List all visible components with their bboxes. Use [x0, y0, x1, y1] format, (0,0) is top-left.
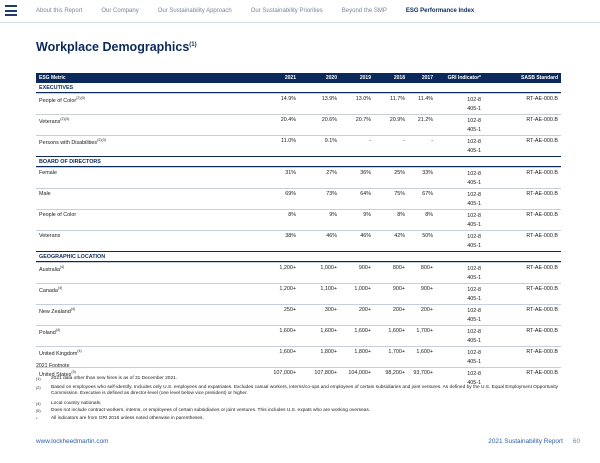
sasb-standard: RT-AE-000.B — [526, 328, 558, 334]
footnote-marker: (5) — [36, 409, 41, 413]
footnote-text: 2021 data other than new hires is as of 31 December 2021. — [51, 376, 178, 381]
metric-name: Poland$^{(4)}$ — [39, 328, 61, 336]
value-cell: - — [431, 138, 433, 144]
gri-code: 405-1 — [467, 243, 481, 249]
sasb-standard: RT-AE-000.B — [526, 170, 558, 176]
metric-name: Persons with Disabilities$^{(2)(3)}$ — [39, 138, 106, 146]
value-cell: 800+ — [392, 265, 405, 271]
gri-code: 405-1 — [467, 127, 481, 133]
footnote-mark: (2)(3) — [76, 96, 85, 100]
gri-indicator — [433, 138, 485, 156]
sasb-standard: RT-AE-000.B — [526, 307, 558, 313]
footnote-text: Does not include contract workers, interns, or employees of certain subsidiaries or joint ventures. This includes U.S. expats who are working overseas. — [51, 408, 371, 413]
footnote-mark: (2)(3) — [97, 138, 106, 142]
value-cell: 900+ — [420, 286, 433, 292]
value-cell: 1,600+ — [416, 349, 433, 355]
gri-code: 102-8 — [467, 308, 481, 314]
table-row — [36, 135, 561, 156]
value-cell: 20.7% — [355, 117, 371, 123]
gri-code: 102-8 — [467, 350, 481, 356]
value-cell: 11.4% — [418, 96, 433, 102]
column-header: 2021 — [284, 74, 296, 81]
value-cell: 1,600+ — [388, 328, 405, 334]
value-cell: 46% — [360, 233, 371, 239]
section-heading: BOARD OF DIRECTORS — [36, 156, 561, 167]
footnote-item — [36, 416, 566, 422]
gri-code: 102-8 — [467, 266, 481, 272]
value-cell: 27% — [326, 170, 337, 176]
gri-code: 405-1 — [467, 201, 481, 207]
value-cell: - — [369, 138, 371, 144]
value-cell: 1,600+ — [279, 328, 296, 334]
value-cell: 900+ — [358, 265, 371, 271]
nav-item-beyond-the-smp[interactable]: Beyond the SMP — [341, 8, 387, 14]
gri-code: 405-1 — [467, 180, 481, 186]
value-cell: 107,800+ — [314, 370, 337, 376]
value-cell: 1,800+ — [354, 349, 371, 355]
gri-indicator — [433, 286, 485, 304]
value-cell: 1,600+ — [354, 328, 371, 334]
value-cell: 1,600+ — [279, 349, 296, 355]
value-cell: - — [403, 138, 405, 144]
value-cell: 20.6% — [321, 117, 337, 123]
nav-items — [26, 0, 483, 22]
value-cell: 9% — [329, 212, 337, 218]
sasb-standard: RT-AE-000.B — [526, 212, 558, 218]
footnote-mark: (4) — [77, 349, 82, 353]
demographics-table — [36, 73, 561, 388]
value-cell: 1,700+ — [416, 328, 433, 334]
top-navigation — [0, 0, 600, 23]
gri-code: 405-1 — [467, 359, 481, 365]
gri-code: 405-1 — [467, 380, 481, 386]
gri-code: 102-8 — [467, 371, 481, 377]
table-row — [36, 304, 561, 325]
footnote-marker: (2) — [36, 386, 41, 390]
nav-item-our-company[interactable]: Our Company — [101, 8, 139, 14]
gri-code: 405-1 — [467, 275, 481, 281]
metric-name: Canada$^{(4)}$ — [39, 286, 63, 294]
value-cell: 13.9% — [321, 96, 337, 102]
value-cell: 200+ — [358, 307, 371, 313]
value-cell: 46% — [326, 233, 337, 239]
nav-item-about-this-report[interactable]: About this Report — [36, 8, 83, 14]
value-cell: 1,700+ — [388, 349, 405, 355]
page-title-text: Workplace Demographics — [36, 40, 190, 54]
gri-code: 102-8 — [467, 287, 481, 293]
gri-code: 102-8 — [467, 329, 481, 335]
column-header: 2020 — [325, 74, 337, 81]
gri-code: 102-8 — [467, 97, 481, 103]
value-cell: 67% — [422, 191, 433, 197]
table-row — [36, 93, 561, 114]
table-body — [36, 82, 561, 388]
gri-code: 102-8 — [467, 213, 481, 219]
metric-name: United Kingdom$^{(4)}$ — [39, 349, 82, 357]
footnote-item — [36, 376, 566, 382]
value-cell: 38% — [285, 233, 296, 239]
value-cell: 104,000+ — [348, 370, 371, 376]
sasb-standard: RT-AE-000.B — [526, 349, 558, 355]
value-cell: 31% — [285, 170, 296, 176]
sasb-standard: RT-AE-000.B — [526, 265, 558, 271]
gri-code: 102-8 — [467, 234, 481, 240]
column-header: SASB Standard — [521, 74, 558, 81]
value-cell: 8% — [397, 212, 405, 218]
sasb-standard: RT-AE-000.B — [526, 233, 558, 239]
section-heading: GEOGRAPHIC LOCATION — [36, 251, 561, 262]
value-cell: 8% — [288, 212, 296, 218]
value-cell: 14.9% — [280, 96, 296, 102]
metric-name: Veterans — [39, 233, 61, 239]
gri-indicator — [433, 307, 485, 325]
column-header: 2018 — [393, 74, 405, 81]
value-cell: 9% — [363, 212, 371, 218]
value-cell: 73% — [326, 191, 337, 197]
value-cell: 1,200+ — [279, 265, 296, 271]
gri-indicator — [433, 170, 485, 188]
sasb-standard: RT-AE-000.B — [526, 286, 558, 292]
value-cell: 98,200+ — [385, 370, 405, 376]
gri-indicator — [433, 265, 485, 283]
value-cell: 200+ — [420, 307, 433, 313]
metric-name: Australia$^{(4)}$ — [39, 265, 65, 273]
value-cell: 64% — [360, 191, 371, 197]
table-row — [36, 188, 561, 209]
table-row — [36, 209, 561, 230]
value-cell: 1,600+ — [320, 328, 337, 334]
table-header — [36, 73, 561, 82]
gri-indicator — [433, 191, 485, 209]
value-cell: 107,000+ — [273, 370, 296, 376]
gri-code: 405-1 — [467, 106, 481, 112]
footnote-marker: (1) — [36, 377, 41, 381]
value-cell: 13.0% — [355, 96, 371, 102]
footnote-mark: (4) — [57, 286, 63, 290]
gri-indicator — [433, 328, 485, 346]
metric-name: New Zealand$^{(4)}$ — [39, 307, 76, 315]
gri-code: 405-1 — [467, 317, 481, 323]
gri-code: 102-8 — [467, 118, 481, 124]
footnote-text: Local country nationals. — [51, 401, 102, 406]
sasb-standard: RT-AE-000.B — [526, 138, 558, 144]
value-cell: 1,100+ — [320, 286, 337, 292]
value-cell: 33% — [422, 170, 433, 176]
gri-code: 405-1 — [467, 148, 481, 154]
footer-report — [488, 438, 580, 445]
footnote-mark: (4) — [70, 307, 76, 311]
table-row — [36, 167, 561, 188]
value-cell: 36% — [360, 170, 371, 176]
footnote-marker: * — [36, 417, 38, 421]
table-row — [36, 262, 561, 283]
value-cell: 93,700+ — [413, 370, 433, 376]
value-cell: 1,800+ — [320, 349, 337, 355]
footnote-text: All indicators are from GRI 2016 unless noted otherwise in parentheses. — [51, 416, 204, 421]
gri-indicator — [433, 212, 485, 230]
value-cell: 1,000+ — [354, 286, 371, 292]
table-row — [36, 346, 561, 367]
metric-name: Veterans$^{(2)(3)}$ — [39, 117, 70, 125]
sasb-standard: RT-AE-000.B — [526, 117, 558, 123]
gri-code: 102-8 — [467, 139, 481, 145]
footnote-item — [36, 385, 566, 397]
footnote-item — [36, 401, 566, 407]
gri-code: 405-1 — [467, 222, 481, 228]
sasb-standard: RT-AE-000.B — [526, 370, 558, 376]
nav-item-our-sustainability-priorities[interactable]: Our Sustainability Priorities — [250, 8, 323, 14]
section-heading: EXECUTIVES — [36, 82, 561, 93]
sasb-standard: RT-AE-000.B — [526, 96, 558, 102]
metric-name: People of Color$^{(2)(3)}$ — [39, 96, 85, 104]
metric-name: People of Color — [39, 212, 77, 218]
column-header: GRI Indicator* — [447, 74, 481, 81]
footnote-mark: (4) — [59, 265, 65, 269]
value-cell: 11.0% — [281, 138, 296, 144]
gri-code: 405-1 — [467, 296, 481, 302]
nav-item-our-sustainability-approach[interactable]: Our Sustainability Approach — [157, 8, 232, 14]
value-cell: 9.1% — [324, 138, 337, 144]
value-cell: 20.9% — [389, 117, 405, 123]
gri-code: 405-1 — [467, 338, 481, 344]
footnote-title: 2021 Footnote — [36, 363, 70, 369]
value-cell: 69% — [285, 191, 296, 197]
footnote-mark: (5) — [71, 370, 76, 374]
table-row — [36, 283, 561, 304]
nav-item-esg-performance-index[interactable]: ESG Performance Index — [405, 8, 475, 14]
table-row — [36, 114, 561, 135]
value-cell: 300+ — [324, 307, 337, 313]
footnote-item — [36, 408, 566, 414]
gri-indicator — [433, 349, 485, 367]
value-cell: 25% — [394, 170, 405, 176]
table-row — [36, 230, 561, 251]
page-number: 60 — [572, 438, 580, 445]
gri-code: 102-8 — [467, 171, 481, 177]
metric-name: Female — [39, 170, 57, 176]
value-cell: 11.7% — [390, 96, 405, 102]
value-cell: 20.4% — [280, 117, 296, 123]
value-cell: 42% — [394, 233, 405, 239]
column-header: ESG Metric — [39, 74, 66, 81]
metric-name: United States$^{(5)}$ — [39, 370, 76, 378]
footnote-text: Based on employees who self-identify. Includes only U.S. employees and expatriates. Excludes casual workers, interns/co-ops and employees of certain subsidiaries and joint ventures. As defined by the U.S. Equal Employment Opportunity Commission. Executive is defined as director-level (one level below vice president) or higher. — [51, 385, 559, 396]
value-cell: 50% — [422, 233, 433, 239]
metric-name: Male — [39, 191, 51, 197]
value-cell: 8% — [425, 212, 433, 218]
column-header: 2019 — [359, 74, 371, 81]
sasb-standard: RT-AE-000.B — [526, 191, 558, 197]
gri-indicator — [433, 96, 485, 114]
menu-icon[interactable] — [5, 5, 17, 16]
footnote-marker: (4) — [36, 402, 41, 406]
footnote-mark: (4) — [55, 328, 61, 332]
value-cell: 900+ — [392, 286, 405, 292]
footer-url-link[interactable]: www.lockheedmartin.com — [36, 438, 109, 445]
value-cell: 800+ — [420, 265, 433, 271]
title-footnote-mark: (1) — [189, 41, 197, 48]
gri-code: 102-8 — [467, 192, 481, 198]
gri-indicator — [433, 117, 485, 135]
column-header: 2017 — [421, 74, 433, 81]
table-row — [36, 325, 561, 346]
page-title — [36, 40, 197, 54]
footnote-mark: (2)(3) — [60, 117, 70, 121]
value-cell: 200+ — [392, 307, 405, 313]
gri-indicator — [433, 233, 485, 251]
value-cell: 1,000+ — [320, 265, 337, 271]
footer-report-title: 2021 Sustainability Report — [488, 438, 563, 445]
value-cell: 250+ — [283, 307, 296, 313]
value-cell: 21.2% — [417, 117, 433, 123]
value-cell: 75% — [394, 191, 405, 197]
value-cell: 1,200+ — [279, 286, 296, 292]
